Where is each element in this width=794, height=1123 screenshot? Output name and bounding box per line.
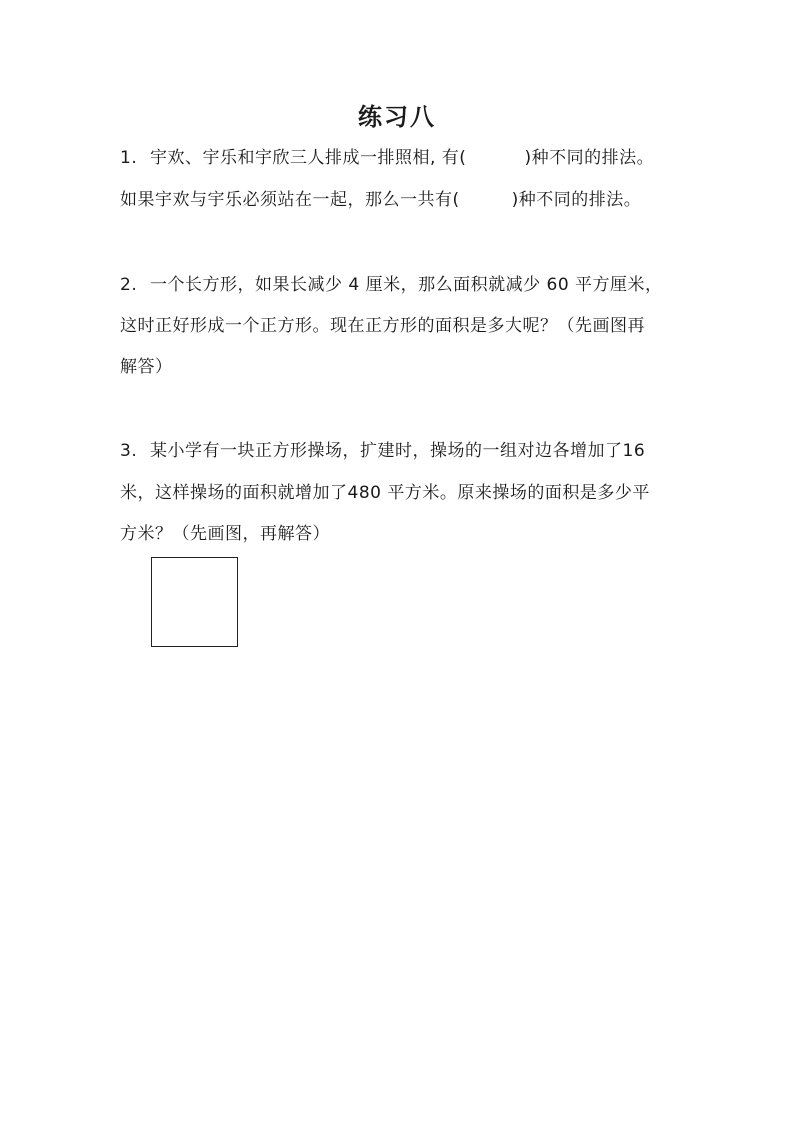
question-1-text-after-blank-2: )种不同的排法。 xyxy=(511,190,642,210)
question-2-text-line-2: 这时正好形成一个正方形。现在正方形的面积是多大呢？（先画图再 xyxy=(120,316,645,336)
page-title: 练习八 xyxy=(358,103,436,131)
question-3-line-1 xyxy=(120,439,645,463)
question-3-text-line-3: 方米？（先画图，再解答） xyxy=(120,524,330,544)
question-2-line-1 xyxy=(120,273,663,297)
question-3-line-3 xyxy=(120,522,330,546)
question-2-line-2 xyxy=(120,314,645,338)
question-1-line-1 xyxy=(120,146,654,170)
question-3-text-line-2: 米，这样操场的面积就增加了480 平方米。原来操场的面积是多少平 xyxy=(120,483,650,503)
question-3-text-line-1: 某小学有一块正方形操场，扩建时，操场的一组对边各增加了16 xyxy=(150,441,646,461)
question-1-number: 1. xyxy=(120,148,138,168)
question-3-number: 3. xyxy=(120,441,138,461)
question-1-text-after-blank-1: )种不同的排法。 xyxy=(524,148,655,168)
question-1-text-before-blank-2: 如果宇欢与宇乐必须站在一起，那么一共有( xyxy=(120,190,460,210)
question-2-line-3 xyxy=(120,355,173,379)
question-2-text-line-3: 解答） xyxy=(120,357,173,377)
square-playground-diagram xyxy=(151,557,238,647)
question-2-number: 2. xyxy=(120,275,138,295)
question-3-line-2 xyxy=(120,481,650,505)
question-1-text-before-blank-1: 宇欢、宇乐和宇欣三人排成一排照相, 有( xyxy=(150,148,467,168)
question-2-text-line-1: 一个长方形，如果长减少 4 厘米，那么面积就减少 60 平方厘米， xyxy=(150,275,663,295)
question-1-line-2 xyxy=(120,188,641,212)
